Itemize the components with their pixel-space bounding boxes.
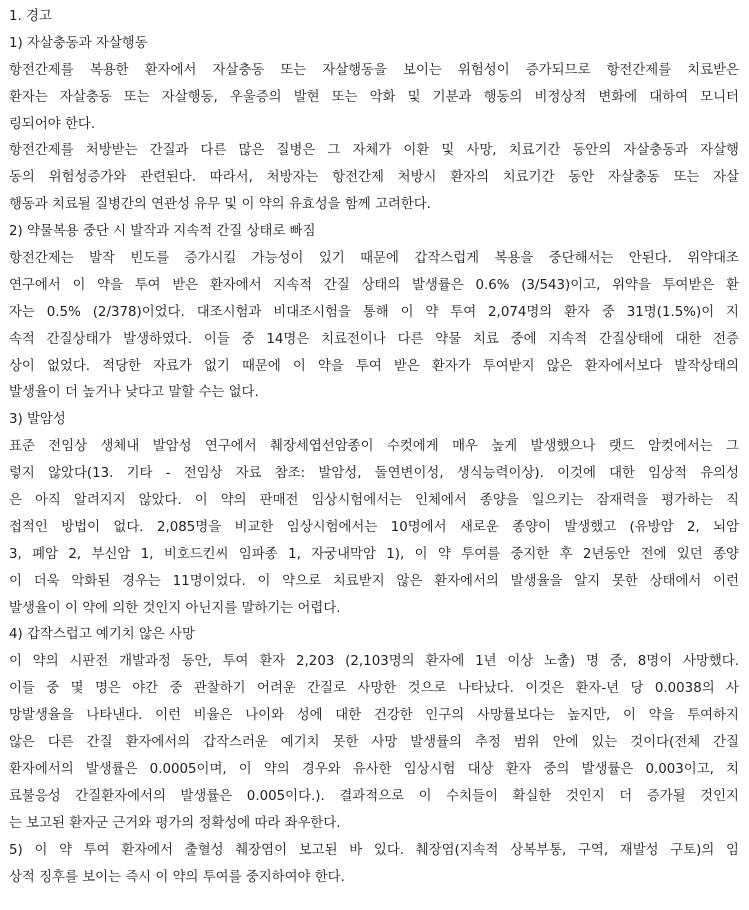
paragraph-line: 환자는 자살충동 또는 자살행동, 우울증의 발현 또는 악화 및 기분과 행동의 비정상적 변화에 대하여 모니터 xyxy=(9,89,739,105)
section-title-withdrawal: 2) 약물복용 중단 시 발작과 지속적 간질 상태로 빠짐 xyxy=(9,224,316,240)
section-title-carcinogenicity: 3) 발암성 xyxy=(9,412,66,428)
paragraph-line: 상이 없었다. 적당한 자료가 없기 때문에 이 약을 투여 받은 환자가 투여받지 않은 환자에서보다 발작상태의 xyxy=(9,358,739,374)
paragraph-line: 않은 다른 간질 환자에서의 갑작스러운 예기치 못한 사망 발생률의 추정 범위 안에 있는 것이다(전체 간질 xyxy=(9,735,739,751)
paragraph-line: 링되어야 한다. xyxy=(9,116,96,132)
paragraph-line: 항전간제를 복용한 환자에서 자살충동 또는 자살행동을 보이는 위험성이 증가되므로 항전간제를 치료받은 xyxy=(9,62,739,78)
paragraph-line: 동의 위험성증가와 관련된다. 따라서, 처방자는 항전간제 처방시 환자의 치료기간 동안 자살충동 또는 자살 xyxy=(9,170,739,186)
paragraph-line: 이 더욱 악화된 경우는 11명이었다. 이 약으로 치료받지 않은 환자에서의 발생율을 알지 못한 상태에서 이런 xyxy=(9,573,739,589)
paragraph-line: 발생율이 더 높거나 낮다고 말할 수는 없다. xyxy=(9,385,259,401)
paragraph-line: 연구에서 이 약을 투여 받은 환자에서 지속적 간질 상태의 발생률은 0.6% (3/543)이고, 위약을 투여받은 환 xyxy=(9,277,739,293)
paragraph-line: 는 보고된 환자군 근거와 평가의 정확성에 따라 좌우한다. xyxy=(9,815,341,831)
paragraph-line: 상적 징후를 보이는 즉시 이 약의 투여를 중지하여야 한다. xyxy=(9,869,345,885)
section-title-suicidal: 1) 자살충동과 자살행동 xyxy=(9,35,148,51)
section-title-sudden-death: 4) 갑작스럽고 예기치 않은 사망 xyxy=(9,627,195,643)
paragraph-line: 발생율이 이 약에 의한 것인지 아닌지를 말하기는 어렵다. xyxy=(9,600,341,616)
section-title-pancreatitis: 5) 이 약 투여 환자에서 출혈성 췌장염이 보고된 바 있다. 췌장염(지속적 상복부통, 구역, 재발성 구토)의 임 xyxy=(9,842,739,858)
paragraph-line: 접적인 방법이 없다. 2,085명을 비교한 임상시험에서는 10명에서 새로운 종양이 발생했고 (유방암 2, 뇌암 xyxy=(9,519,739,535)
paragraph-line: 자는 0.5% (2/378)이었다. 대조시험과 비대조시험을 통해 이 약 투여 2,074명의 환자 중 31명(1.5%)이 지 xyxy=(9,304,739,320)
paragraph-line: 항전간제를 처방받는 간질과 다른 많은 질병은 그 자체가 이환 및 사망, 치료기간 동안의 자살충동과 자살행 xyxy=(9,143,739,159)
paragraph-line: 표준 전임상 생체내 발암성 연구에서 췌장세엽선암종이 수컷에게 매우 높게 발생했으나 랫드 암컷에서는 그 xyxy=(9,439,739,455)
paragraph-line: 이들 중 몇 명은 야간 중 관찰하기 어려운 간질로 사망한 것으로 나타났다. 이것은 환자-년 당 0.0038의 사 xyxy=(9,681,739,697)
paragraph-line: 망발생율을 나타낸다. 이런 비율은 나이와 성에 대한 건강한 인구의 사망률보다는 높지만, 이 약을 투여하지 xyxy=(9,708,739,724)
paragraph-line: 은 아직 알려지지 않았다. 이 약의 판매전 임상시험에서는 인체에서 종양을 일으키는 잠재력을 평가하는 직 xyxy=(9,493,739,509)
paragraph-line: 항전간제는 발작 빈도를 증가시킬 가능성이 있기 때문에 갑작스럽게 복용을 중단해서는 안된다. 위약대조 xyxy=(9,251,739,267)
paragraph-line: 이 약의 시판전 개발과정 동안, 투여 환자 2,203 (2,103명의 환자에 1년 이상 노출) 명 중, 8명이 사망했다. xyxy=(9,654,739,670)
paragraph-line: 속적 간질상태가 발생하였다. 이들 중 14명은 치료전이나 다른 약물 치료 중에 지속적 간질상태에 대한 전증 xyxy=(9,331,739,347)
paragraph-line: 료불응성 간질환자에서의 발생률은 0.005이다.). 결과적으로 이 수치들이 확실한 것인지 더 증가될 것인지 xyxy=(9,788,739,804)
paragraph-line: 환자에서의 발생률은 0.0005이며, 이 약의 경우와 유사한 임상시험 대상 환자 중의 발생률은 0.003이고, 치 xyxy=(9,761,739,777)
document-heading: 1. 경고 xyxy=(9,9,52,24)
paragraph-line: 렇지 않았다(13. 기타 - 전임상 자료 참조: 발암성, 돌연변이성, 생식능력이상). 이것에 대한 임상적 유의성 xyxy=(9,466,739,482)
paragraph-line: 행동과 치료될 질병간의 연관성 유무 및 이 약의 유효성을 함께 고려한다. xyxy=(9,197,431,213)
paragraph-line: 3, 폐암 2, 부신암 1, 비호드킨씨 임파종 1, 자궁내막암 1), 이 약 투여를 중지한 후 2년동안 전에 있던 종양 xyxy=(9,546,739,562)
